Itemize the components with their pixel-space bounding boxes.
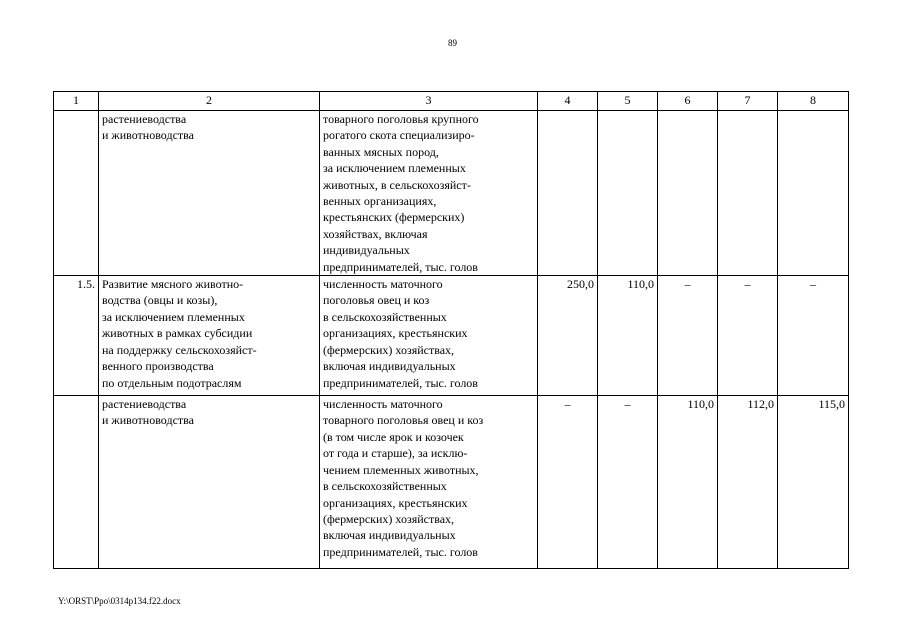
header-cell: 7 [718,92,778,111]
header-cell: 6 [658,92,718,111]
header-cell: 8 [778,92,849,111]
value-cell [778,111,849,276]
row-number [54,396,99,569]
table-row [54,111,849,276]
program-name: Развитие мясного животно- водства (овцы и козы), за исключением племенных животных в рамках субсидии на поддержку сельскохозяйст- венного производства по отдельным подотраслям [99,276,320,396]
value-cell: 112,0 [718,396,778,569]
header-cell: 4 [538,92,598,111]
indicator-text: численность маточного товарного поголовья овец и коз (в том числе ярок и козочек от года и старше), за исклю- чением племенных животных, в сельскохозяйственных организациях, крестьянских (фермерских) хозяйствах, включая индивидуальных предпринимателей, тыс. голов [320,396,538,569]
value-cell [538,111,598,276]
value-cell: – [598,396,658,569]
row-number: 1.5. [54,276,99,396]
row-number [54,111,99,276]
data-table [53,91,849,569]
value-cell: 110,0 [598,276,658,396]
value-cell: – [778,276,849,396]
table-row [54,276,849,396]
value-cell: 250,0 [538,276,598,396]
value-cell: 110,0 [658,396,718,569]
header-cell: 1 [54,92,99,111]
file-path-footer: Y:\ORST\Ppo\0314p134.f22.docx [58,596,181,606]
program-name: растениеводства и животноводства [99,396,320,569]
header-cell: 5 [598,92,658,111]
page-number: 89 [448,38,457,48]
value-cell: – [718,276,778,396]
table-row [54,396,849,569]
value-cell: 115,0 [778,396,849,569]
indicator-text: товарного поголовья крупного рогатого скота специализиро- ванных мясных пород, за исключением племенных животных, в сельскохозяйст- венных организациях, крестьянских (фермерских) хозяйствах, включая индивидуальных предпринимателей, тыс. голов [320,111,538,276]
value-cell [598,111,658,276]
table-header-row [54,92,849,111]
header-cell: 2 [99,92,320,111]
header-cell: 3 [320,92,538,111]
indicator-text: численность маточного поголовья овец и коз в сельскохозяйственных организациях, крестьянских (фермерских) хозяйствах, включая индивидуальных предпринимателей, тыс. голов [320,276,538,396]
value-cell: – [658,276,718,396]
program-name: растениеводства и животноводства [99,111,320,276]
value-cell [718,111,778,276]
value-cell: – [538,396,598,569]
value-cell [658,111,718,276]
